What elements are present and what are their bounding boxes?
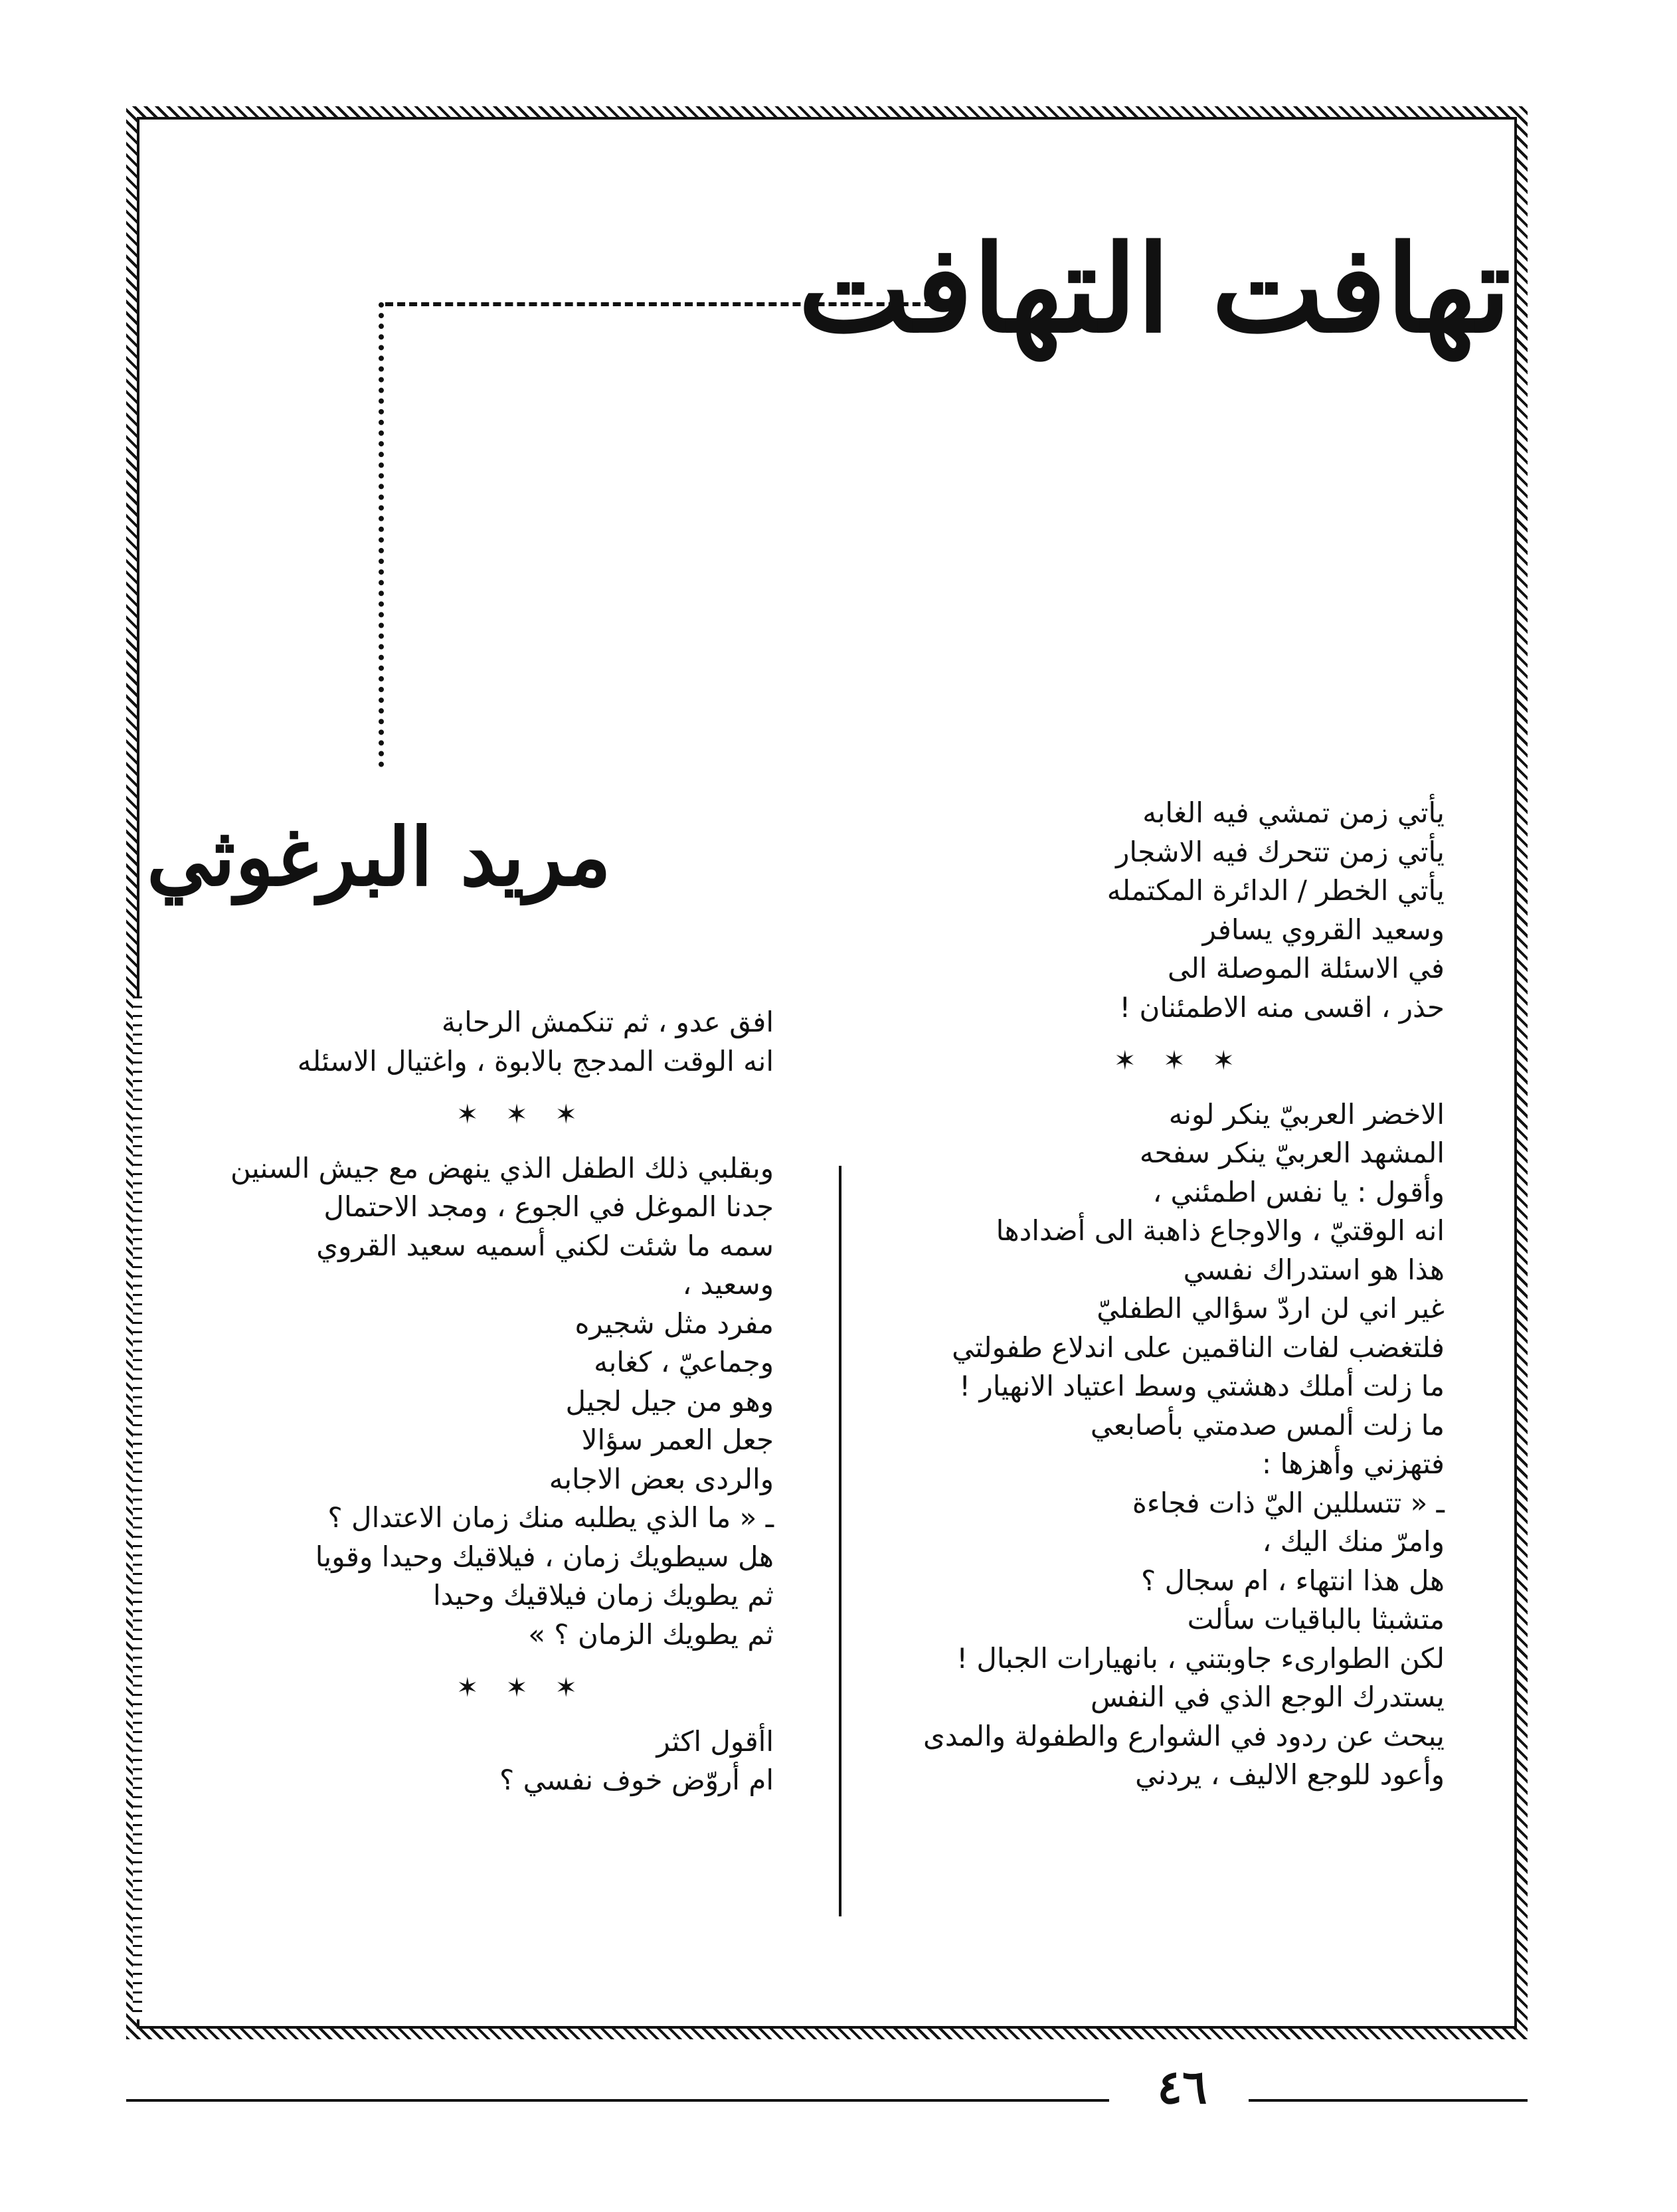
- verse-line: هل هذا انتهاء ، ام سجال ؟: [1141, 1564, 1445, 1597]
- page-number: ٤٦: [1157, 2059, 1207, 2114]
- verse-line: يستدرك الوجع الذي في النفس: [1090, 1681, 1445, 1713]
- column-divider: [839, 1166, 841, 1916]
- stanza-separator-stars: ✶ ✶ ✶: [1114, 1046, 1244, 1076]
- author-name: مريد البرغوثي: [146, 810, 611, 904]
- verse-line: وأعود للوجع الاليف ، يردني: [1135, 1758, 1445, 1791]
- verse-line: وجماعيّ ، كغابه: [594, 1346, 774, 1378]
- verse-line: ام أروّض خوف نفسي ؟: [499, 1764, 774, 1796]
- verse-line: وهو من جيل لجيل: [565, 1384, 774, 1418]
- verse-line: فتهزني وأهزها :: [1261, 1447, 1445, 1480]
- stanza-separator-stars: ✶ ✶ ✶: [456, 1673, 586, 1703]
- verse-line: وبقلبي ذلك الطفل الذي ينهض مع جيش السنين: [230, 1151, 774, 1184]
- verse-line: حذر ، اقسى منه الاطمئنان !: [1119, 990, 1445, 1024]
- verse-line: يأتي زمن تمشي فيه الغابه: [1142, 796, 1445, 829]
- verse-line: وامرّ منك اليك ،: [1262, 1525, 1445, 1558]
- verse-line: فلتغضب لفات الناقمين على اندلاع طفولتي: [952, 1331, 1445, 1364]
- verse-line: انه الوقتيّ ، والاوجاع ذاهبة الى أضدادها: [996, 1214, 1445, 1247]
- verse-line: هل سيطويك زمان ، فيلاقيك وحيدا وقويا: [315, 1540, 774, 1573]
- verse-line: ـ « ما الذي يطلبه منك زمان الاعتدال ؟: [327, 1501, 774, 1534]
- verse-line: يبحث عن ردود في الشوارع والطفولة والمدى: [923, 1719, 1445, 1752]
- verse-line: والردى بعض الاجابه: [549, 1462, 774, 1495]
- verse-line: يأتي زمن تتحرك فيه الاشجار: [1116, 835, 1445, 868]
- verse-line: وأقول : يا نفس اطمئني ،: [1152, 1175, 1445, 1208]
- verse-line: يأتي الخطر / الدائرة المكتمله: [1106, 874, 1445, 907]
- verse-line: ـ « تتسللين اليّ ذات فجاءة: [1132, 1486, 1445, 1519]
- verse-line: جعل العمر سؤالا: [581, 1424, 774, 1456]
- footer-rule-right: [1249, 2099, 1528, 2102]
- verse-line: سمه ما شئت لكني أسميه سعيد القروي: [316, 1229, 774, 1262]
- verse-line: اأقول اكثر: [656, 1724, 774, 1758]
- footer-rule-left: [126, 2099, 1109, 2102]
- left-column: [189, 1003, 774, 1800]
- verse-line: الاخضر العربيّ ينكر لونه: [1168, 1097, 1445, 1131]
- verse-line: ثم يطويك زمان فيلاقيك وحيدا: [433, 1579, 774, 1612]
- verse-line: غير اني لن اردّ سؤالي الطفليّ: [1097, 1292, 1445, 1325]
- verse-line: وسعيد القروي يسافر: [1202, 913, 1445, 946]
- verse-line: انه الوقت المدجج بالابوة ، واغتيال الاسئله: [297, 1044, 774, 1077]
- stanza-separator-stars: ✶ ✶ ✶: [456, 1099, 586, 1130]
- verse-line: ما زلت ألمس صدمتي بأصابعي: [1090, 1408, 1445, 1441]
- verse-line: مفرد مثل شجيره: [574, 1307, 774, 1340]
- poem-title: تهافت التهافت: [798, 219, 1511, 359]
- verse-line: هذا هو استدراك نفسي: [1183, 1253, 1445, 1286]
- verse-line: افق عدو ، ثم تنكمش الرحابة: [441, 1006, 774, 1038]
- title-vertical-rule: [379, 302, 384, 767]
- verse-line: ثم يطويك الزمان ؟ »: [528, 1617, 774, 1651]
- verse-line: في الاسئلة الموصلة الى: [1167, 952, 1445, 984]
- verse-line: لكن الطوارىء جاوبتني ، بانهيارات الجبال !: [956, 1641, 1445, 1675]
- verse-line: جدنا الموغل في الجوع ، ومجد الاحتمال: [323, 1190, 774, 1223]
- verse-line: ما زلت أملك دهشتي وسط اعتياد الانهيار !: [959, 1370, 1445, 1402]
- left-ornament-strip: [133, 996, 142, 2019]
- verse-line: وسعيد ،: [682, 1268, 774, 1301]
- verse-line: متشبثا بالباقيات سألت: [1187, 1603, 1445, 1635]
- verse-line: المشهد العربيّ ينكر سفحه: [1139, 1137, 1445, 1169]
- right-column: [860, 794, 1445, 1795]
